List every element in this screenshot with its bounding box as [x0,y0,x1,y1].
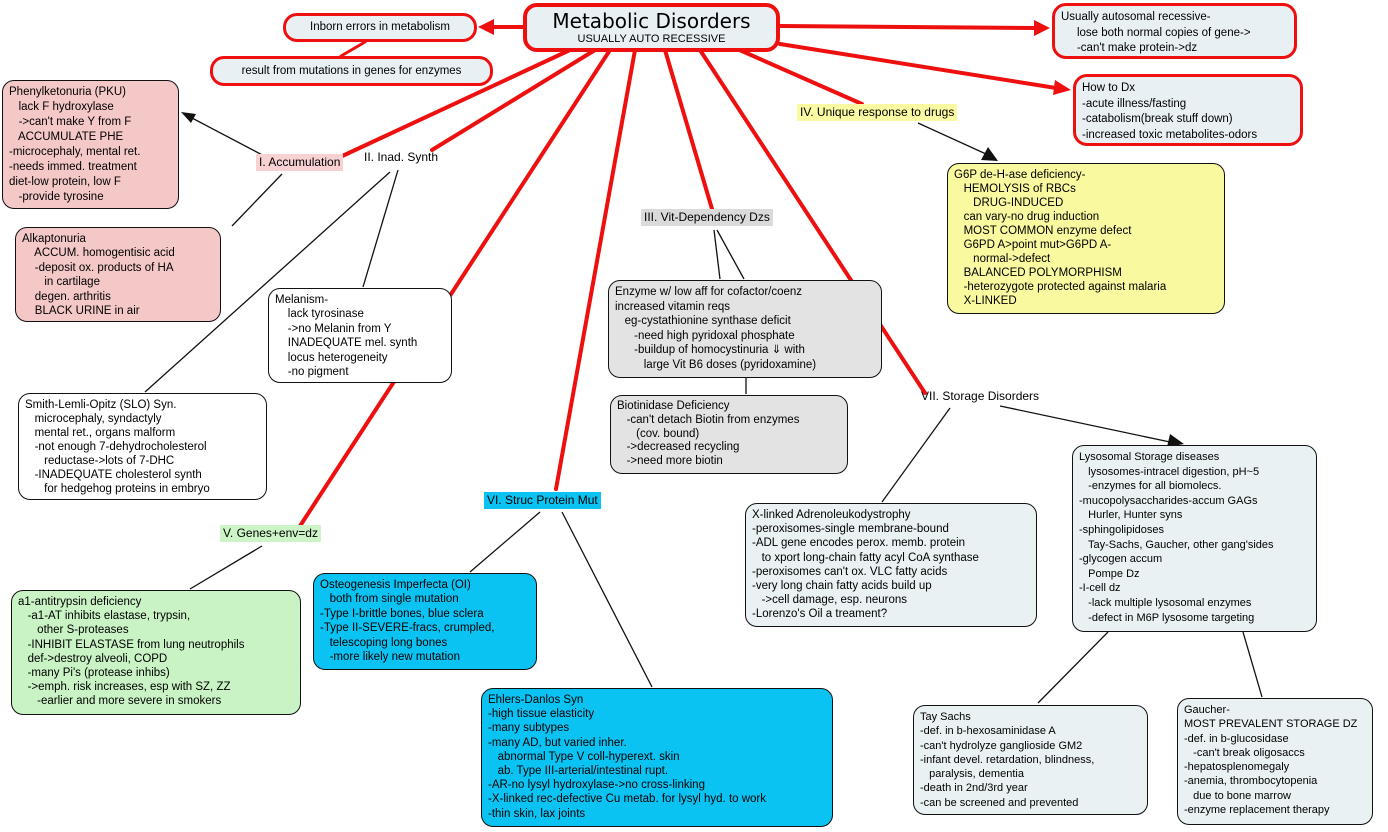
node-biotinidase-deficiency[interactable]: Biotinidase Deficiency -can't detach Biotin from enzymes (cov. bound) ->decreased recycling ->need more biotin [610,395,848,474]
node-alkaptonuria[interactable]: Alkaptonuria ACCUM. homogentisic acid -deposit ox. products of HA in cartilage degen. arthritis BLACK URINE in air [15,227,221,322]
node-x-linked-adrenoleukodystrophy[interactable]: X-linked Adrenoleukodystrophy -peroxisomes-single membrane-bound -ADL gene encodes perox. memb. protein to xport long-chain fatty acyl CoA synthase -peroxisomes can't ox. VLC fatty acids -very long chain fatty acids build up ->cell damage, esp. neurons -Lorenzo's Oil a treament? [745,503,1037,627]
label-v-genes-env[interactable]: V. Genes+env=dz [220,525,321,542]
node-smith-lemli-opitz[interactable]: Smith-Lemli-Opitz (SLO) Syn. microcephaly, syndactyly mental ret., organs malform -not enough 7-dehydrocholesterol reductase->lots of 7-DHC -INADEQUATE cholesterol synth for hedgehog proteins in embryo [18,393,267,500]
node-gaucher[interactable]: Gaucher- MOST PREVALENT STORAGE DZ -def. in b-glucosidase -can't break oligosaccs -hepatosplenomegaly -anemia, thrombocytopenia due to bone marrow -enzyme replacement therapy [1177,698,1373,825]
page-subtitle: USUALLY AUTO RECESSIVE [577,33,726,45]
node-metabolic-disorders[interactable] [523,3,780,52]
node-phenylketonuria[interactable]: Phenylketonuria (PKU) lack F hydroxylase ->can't make Y from F ACCUMULATE PHE -microcephaly, mental ret. -needs immed. treatment diet-low protein, low F -provide tyrosine [2,80,179,209]
label-iv-unique-drug-response[interactable]: IV. Unique response to drugs [797,104,957,121]
node-enzyme-low-affinity[interactable]: Enzyme w/ low aff for cofactor/coenz increased vitamin reqs eg-cystathionine synthase deficit -need high pyridoxal phosphate -buildup of homocystinuria ⇓ with large Vit B6 doses (pyridoxamine) [608,280,882,378]
label-iii-vit-dependency[interactable]: III. Vit-Dependency Dzs [641,209,773,226]
node-usually-autosomal-recessive[interactable]: Usually autosomal recessive- lose both normal copies of gene-> -can't make protein->dz [1052,3,1297,59]
node-inborn-errors[interactable]: Inborn errors in metabolism [283,13,477,42]
node-lysosomal-storage-diseases[interactable]: Lysosomal Storage diseases lysosomes-intracel digestion, pH~5 -enzymes for all biomolecs. -mucopolysaccharides-accum GAGs Hurler, Hunter syns -sphingolipidoses Tay-Sachs, Gaucher, other gang'sides -glycogen accum Pompe Dz -I-cell dz -lack multiple lysosomal enzymes -defect in M6P lysosome targeting [1072,445,1317,632]
node-ehlers-danlos[interactable]: Ehlers-Danlos Syn -high tissue elasticity -many subtypes -many AD, but varied inher. abnormal Type V coll-hyperext. skin ab. Type III-arterial/intestinal rupt. -AR-no lysyl hydroxylase->no cross-linking -X-linked rec-defective Cu metab. for lysyl hyd. to work -thin skin, lax joints [481,688,833,827]
node-how-to-dx[interactable]: How to Dx -acute illness/fasting -catabolism(break stuff down) -increased toxic metabolites-odors [1073,74,1303,146]
page-title: Metabolic Disorders [552,9,751,33]
node-osteogenesis-imperfecta[interactable]: Osteogenesis Imperfecta (OI) both from single mutation -Type I-brittle bones, blue sclera -Type II-SEVERE-fracs, crumpled, telescoping long bones -more likely new mutation [313,573,537,670]
node-result-mutations[interactable]: result from mutations in genes for enzymes [210,56,493,86]
node-a1-antitrypsin[interactable]: a1-antitrypsin deficiency -a1-AT inhibits elastase, trypsin, other S-proteases -INHIBIT ELASTASE from lung neutrophils def->destroy alveoli, COPD -many Pi's (protease inhibs) ->emph. risk increases, esp with SZ, ZZ -earlier and more severe in smokers [11,590,301,715]
label-ii-inadequate-synth[interactable]: II. Inad. Synth [364,150,439,164]
node-tay-sachs[interactable]: Tay Sachs -def. in b-hexosaminidase A -can't hydrolyze ganglioside GM2 -infant devel. retardation, blindness, paralysis, dementia -death in 2nd/3rd year -can be screened and prevented [913,705,1148,815]
label-vi-struc-protein-mut[interactable]: VI. Struc Protein Mut [484,492,601,509]
node-melanism[interactable]: Melanism- lack tyrosinase ->no Melanin from Y INADEQUATE mel. synth locus heterogeneity -no pigment [268,288,452,383]
label-i-accumulation[interactable]: I. Accumulation [256,154,343,171]
node-g6pd-deficiency[interactable]: G6P de-H-ase deficiency- HEMOLYSIS of RBCs DRUG-INDUCED can vary-no drug induction MOST COMMON enzyme defect G6PD A>point mut>G6PD A- normal->defect BALANCED POLYMORPHISM -heterozygote protected against malaria X-LINKED [947,163,1225,314]
label-vii-storage-disorders[interactable]: VII. Storage Disorders [921,389,1040,403]
